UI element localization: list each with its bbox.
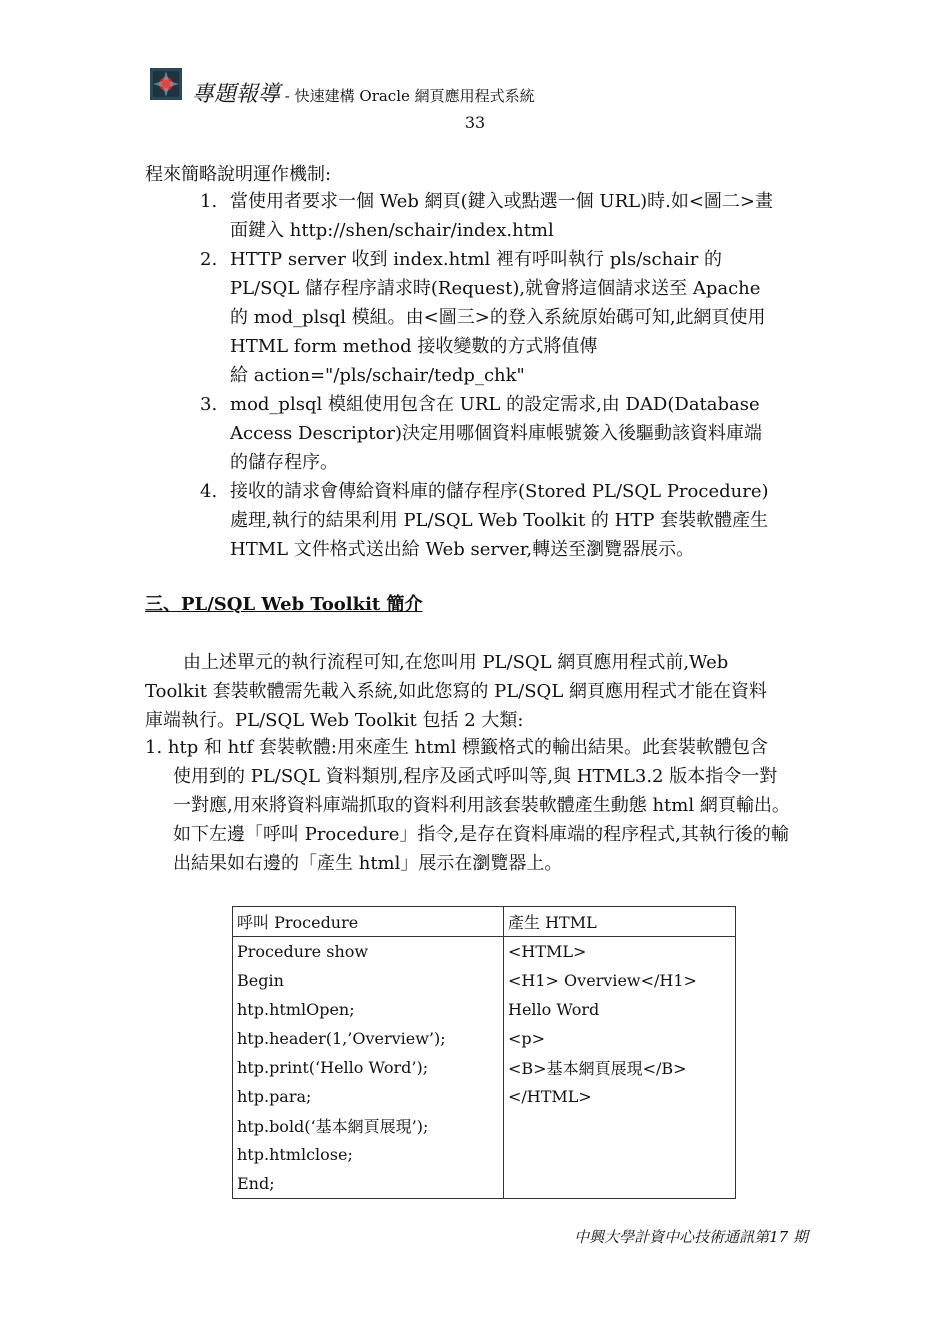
item-line: 出結果如右邊的「產生 html」展示在瀏覽器上。	[173, 853, 563, 874]
list-item	[200, 187, 840, 245]
step-line: HTML form method 接收變數的方式將值傳	[230, 336, 598, 357]
list-item	[200, 390, 840, 477]
step-line: 接收的請求會傳給資料庫的儲存程序(Stored PL/SQL Procedure)	[230, 481, 769, 502]
table-row	[233, 1169, 736, 1199]
table-header-cell: 呼叫 Procedure	[233, 907, 504, 937]
header-title-main: 專題報導	[192, 82, 281, 107]
table-cell	[504, 1111, 736, 1140]
header-title	[192, 77, 535, 108]
step-number: 3.	[200, 394, 218, 415]
step-line: HTTP server 收到 index.html 裡有呼叫執行 pls/schair 的	[230, 249, 723, 270]
step-line: mod_plsql 模組使用包含在 URL 的設定需求,由 DAD(Database	[230, 394, 760, 415]
step-number: 2.	[200, 249, 218, 270]
table-cell	[504, 1169, 736, 1199]
item-line: 一對應,用來將資料庫端抓取的資料利用該套裝軟體產生動態 html 網頁輸出。	[173, 795, 790, 816]
table-row	[233, 1111, 736, 1140]
table-cell: htp.bold(‘基本網頁展現’);	[233, 1111, 504, 1140]
step-line: 面鍵入 http://shen/schair/index.html	[230, 220, 554, 241]
item-line: 使用到的 PL/SQL 資料類別,程序及函式呼叫等,與 HTML3.2 版本指令一對	[173, 766, 778, 787]
table-cell	[504, 1140, 736, 1169]
table-cell: Hello Word	[504, 995, 736, 1024]
table-row	[233, 995, 736, 1024]
table-header-cell: 產生 HTML	[504, 907, 736, 937]
table-row	[233, 1140, 736, 1169]
table-header-row	[233, 907, 736, 937]
table-row	[233, 1053, 736, 1082]
table-cell: htp.para;	[233, 1082, 504, 1111]
list-item	[200, 477, 840, 564]
list-item	[200, 245, 840, 390]
table-cell: htp.print(‘Hello Word’);	[233, 1053, 504, 1082]
table-cell: htp.htmlclose;	[233, 1140, 504, 1169]
table-row	[233, 937, 736, 967]
page-number: 33	[464, 113, 486, 132]
paragraph	[145, 648, 767, 735]
table-cell: <HTML>	[504, 937, 736, 967]
table-cell: <B>基本網頁展現</B>	[504, 1053, 736, 1082]
step-line: HTML 文件格式送出給 Web server,轉送至瀏覽器展示。	[230, 539, 695, 560]
step-line: 當使用者要求一個 Web 網頁(鍵入或點選一個 URL)時.如<圖二>畫	[230, 191, 773, 212]
table-cell: htp.htmlOpen;	[233, 995, 504, 1024]
steps-list	[200, 187, 840, 564]
table-cell: End;	[233, 1169, 504, 1199]
step-line: 的儲存程序。	[230, 452, 338, 473]
header-title-sub: 快速建構 Oracle 網頁應用程式系統	[294, 87, 535, 105]
item-line: 如下左邊「呼叫 Procedure」指令,是存在資料庫端的程序程式,其執行後的輸	[173, 824, 789, 845]
intro-line: 程來簡略說明運作機制:	[145, 164, 332, 185]
step-line: 給 action="/pls/schair/tedp_chk"	[230, 365, 525, 386]
header-title-sep: -	[280, 87, 295, 105]
footer: 中興大學計資中心技術通訊第17 期	[574, 1228, 808, 1246]
step-line: Access Descriptor)決定用哪個資料庫帳號簽入後驅動該資料庫端	[230, 423, 762, 444]
step-line: 的 mod_plsql 模組。由<圖三>的登入系統原始碼可知,此網頁使用	[230, 307, 766, 328]
paragraph-line: Toolkit 套裝軟體需先載入系統,如此您寫的 PL/SQL 網頁應用程式才能在資料	[145, 681, 767, 702]
code-table	[232, 906, 736, 1199]
table-cell: <p>	[504, 1024, 736, 1053]
step-number: 1.	[200, 191, 218, 212]
section-heading: 三、PL/SQL Web Toolkit 簡介	[145, 594, 423, 615]
table-cell: </HTML>	[504, 1082, 736, 1111]
item-htp-htf	[145, 733, 790, 878]
table-cell: Procedure show	[233, 937, 504, 967]
logo-icon	[150, 68, 182, 100]
table-cell: htp.header(1,’Overview’);	[233, 1024, 504, 1053]
table-cell: Begin	[233, 966, 504, 995]
table-row	[233, 1082, 736, 1111]
table-cell: <H1> Overview</H1>	[504, 966, 736, 995]
step-line: 處理,執行的結果利用 PL/SQL Web Toolkit 的 HTP 套裝軟體產生	[230, 510, 769, 531]
paragraph-line: 庫端執行。PL/SQL Web Toolkit 包括 2 大類:	[145, 710, 524, 731]
step-line: PL/SQL 儲存程序請求時(Request),就會將這個請求送至 Apache	[230, 278, 761, 299]
table-row	[233, 966, 736, 995]
item-line: 1. htp 和 htf 套裝軟體:用來產生 html 標籤格式的輸出結果。此套裝軟體包含	[145, 737, 769, 758]
paragraph-line: 由上述單元的執行流程可知,在您叫用 PL/SQL 網頁應用程式前,Web	[183, 652, 729, 673]
step-number: 4.	[200, 481, 218, 502]
table-row	[233, 1024, 736, 1053]
